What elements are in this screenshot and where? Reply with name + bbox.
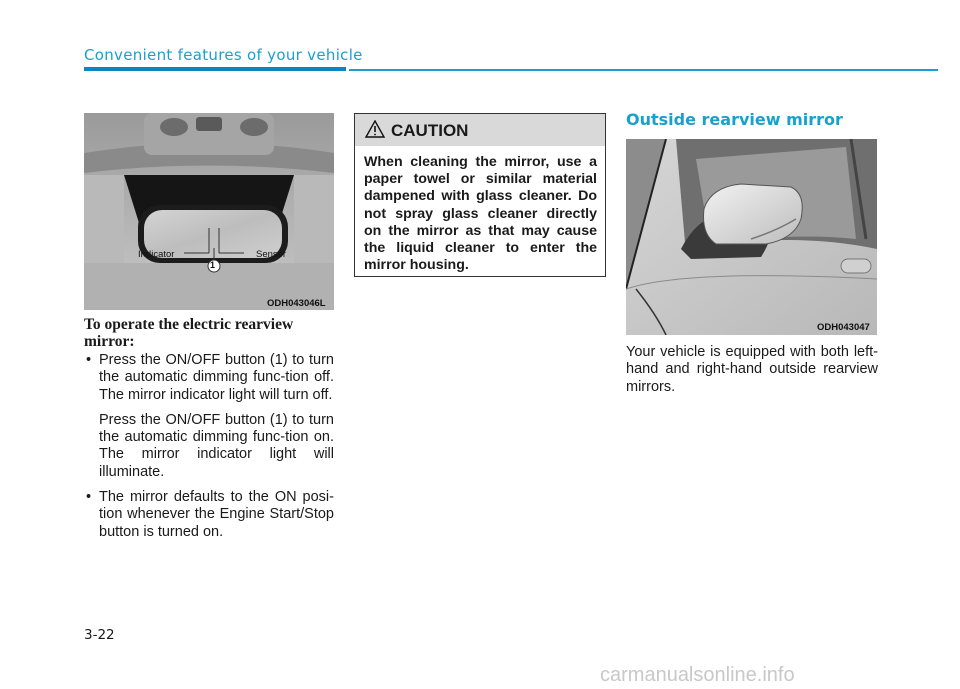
figure-interior-mirror [84,113,334,310]
page-number: 3-22 [84,627,115,643]
caution-title: CAUTION [391,121,469,140]
label-indicator: Indicator [138,249,175,260]
subheading: To operate the electric rearview mirror: [84,316,294,350]
header-section-title: Convenient features of your vehicle [84,46,363,64]
list-item: • The mirror defaults to the ON posi-tion whenever the Engine Start/Stop button is turned on. [84,489,334,541]
caution-box [354,113,606,277]
watermark: carmanualsonline.info [600,664,795,686]
figure-outside-mirror [626,139,877,335]
section-title: Outside rearview mirror [626,110,843,129]
header-rule-light [349,69,938,71]
bullet-list [84,352,334,549]
caution-header [355,114,605,146]
list-item: • Press the ON/OFF button (1) to turn the automatic dimming func-tion off. The mirror indicator light will turn off. [84,352,334,404]
warning-triangle-icon [365,120,385,143]
figure-code: ODH043047 [817,322,870,333]
figure-code: ODH043046L [267,298,326,309]
callout-number: 1 [210,260,216,270]
paragraph: Your vehicle is equipped with both left-hand and right-hand outside rearview mirrors. [626,344,878,395]
list-item-continuation: Press the ON/OFF button (1) to turn the automatic dimming func-tion on. The mirror indicator light will illuminate. [99,411,334,480]
caution-text: When cleaning the mirror, use a paper towel or similar material dampened with glass cleaner. Do not spray glass cleaner directly on the mirror as that may cause the liquid cleaner to enter the mirror housing. [364,154,597,274]
label-sensor: Sensor [256,249,287,260]
header-rule-dark [84,67,346,71]
